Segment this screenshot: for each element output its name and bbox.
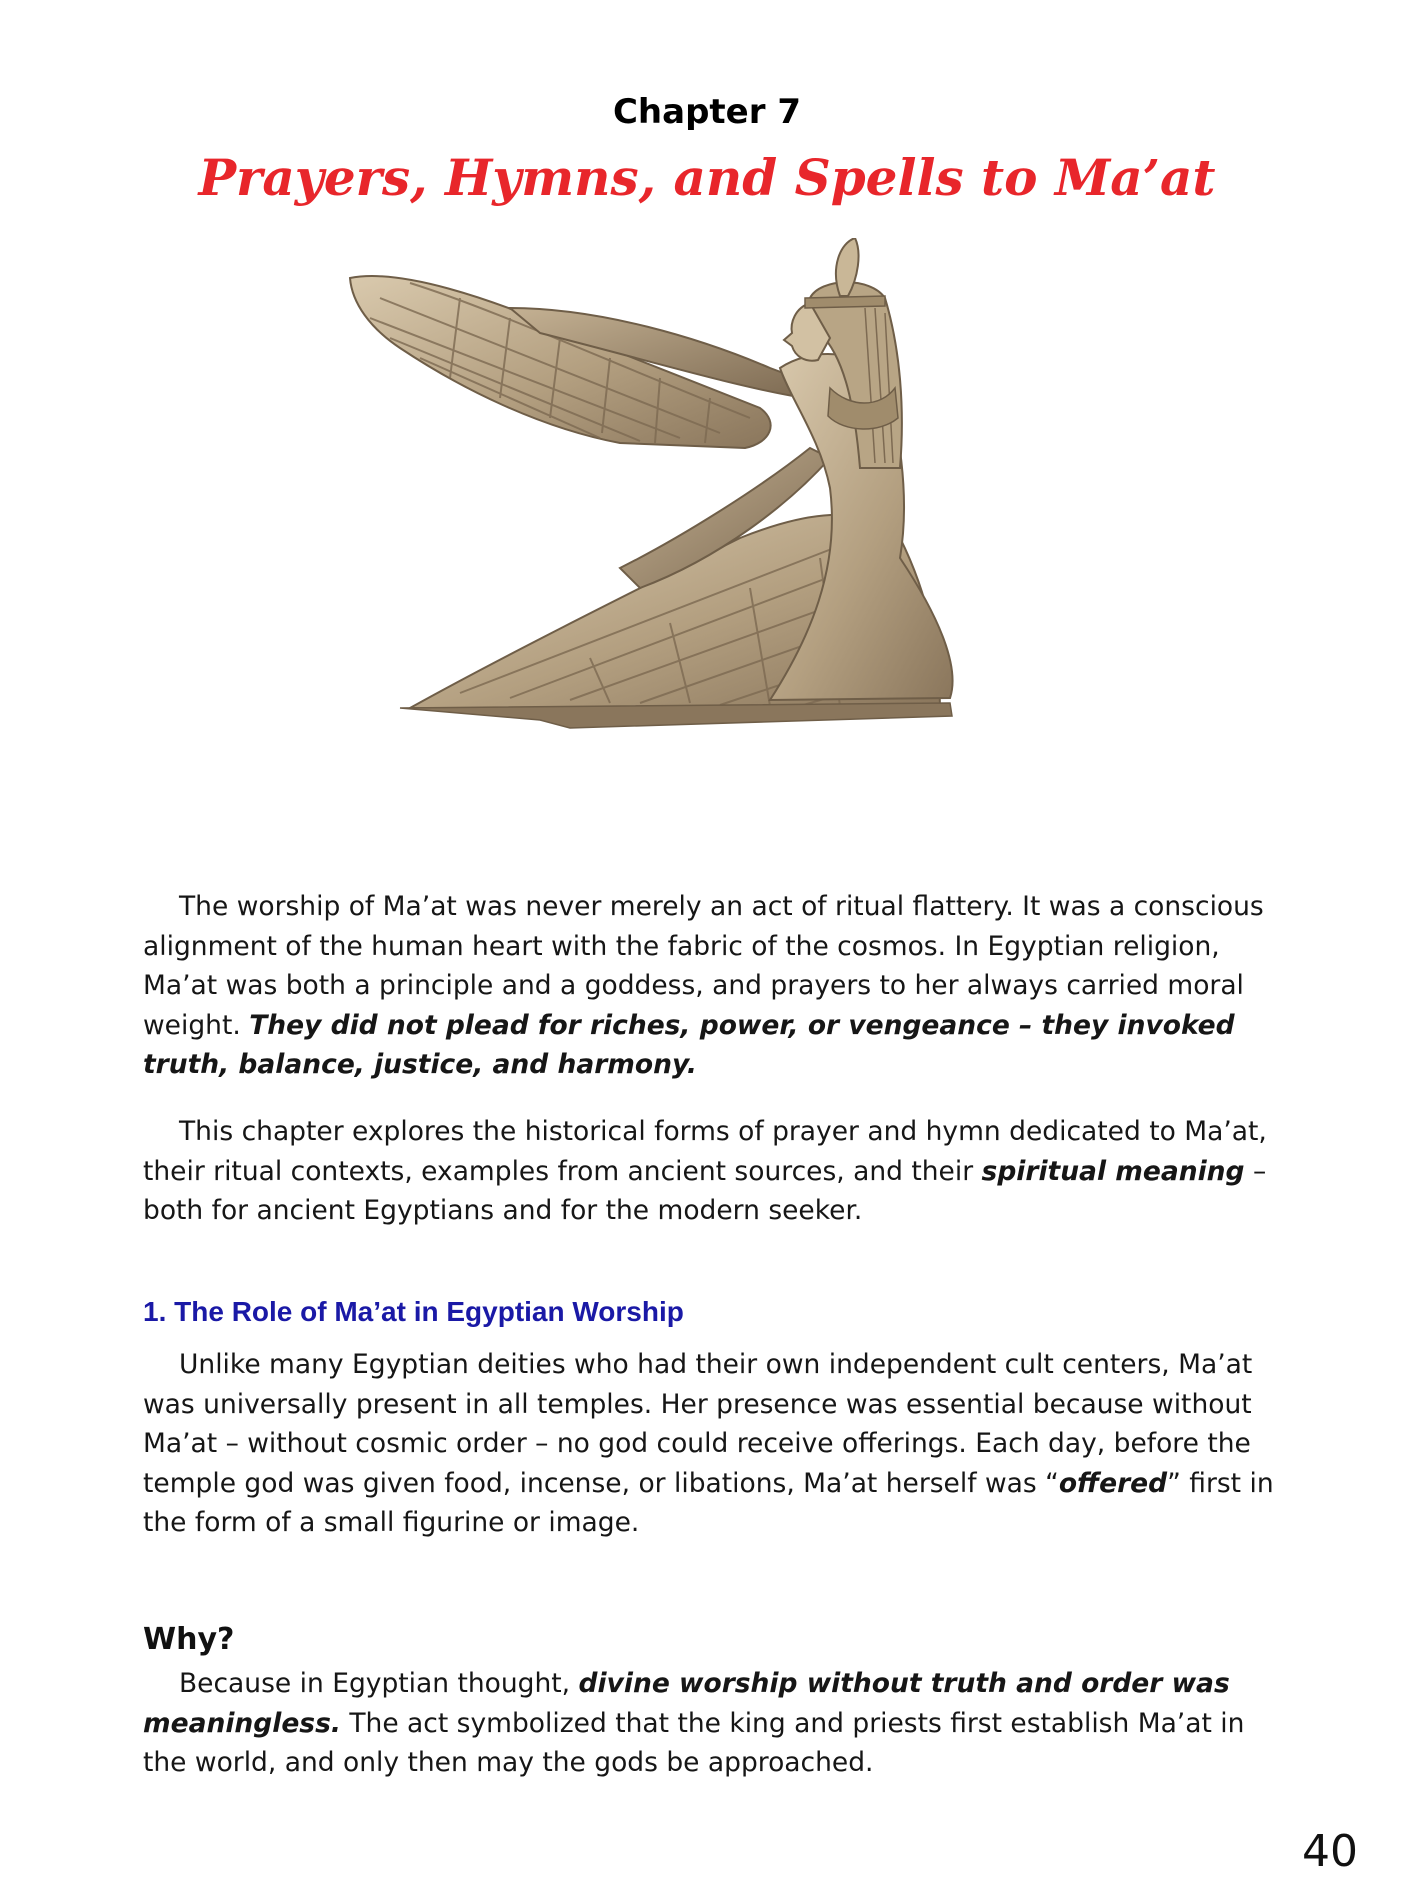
section-1-paragraph: [143, 1345, 1293, 1543]
chapter-title: Prayers, Hymns, and Spells to Ma’at: [198, 148, 1216, 207]
section-1-text: Unlike many Egyptian deities who had their own independent cult centers, Ma’at was universally present in all temples. Her presence was essential because without Ma’at – without cosmic order – no god could receive offerings. Each day, before the temple god was given food, incense, or libations, Ma’at herself was “: [143, 1349, 1253, 1499]
section-1-after: ” first in the form of a small figurine or image.: [143, 1467, 1274, 1538]
base: [400, 703, 952, 728]
intro-paragraph-2: [143, 1112, 1293, 1231]
page-number: 40: [1302, 1826, 1358, 1877]
intro-p1-text: The worship of Ma’at was never merely an act of ritual flattery. It was a conscious alignment of the human heart with the fabric of the cosmos. In Egyptian religion, Ma’at was both a principle and a goddess, and prayers to her always carried moral weight.: [143, 891, 1264, 1041]
section-1-emphasis: offered: [1058, 1467, 1168, 1499]
why-after: The act symbolized that the king and priests first establish Ma’at in the world, and only then may the gods be approached.: [143, 1707, 1245, 1778]
intro-p1-emphasis: They did not plead for riches, power, or vengeance – they invoked truth, balance, justice, and harmony.: [143, 1009, 1235, 1080]
why-heading: Why?: [143, 1622, 235, 1657]
why-emphasis: divine worship without truth and order was meaningless.: [143, 1668, 1230, 1739]
intro-p2-after: – both for ancient Egyptians and for the modern seeker.: [143, 1155, 1267, 1226]
section-1-heading: 1. The Role of Ma’at in Egyptian Worship: [143, 1296, 684, 1327]
why-paragraph: [143, 1664, 1293, 1783]
headband: [805, 296, 885, 308]
intro-p2-emphasis: spiritual meaning: [981, 1155, 1245, 1187]
why-text: Because in Egyptian thought,: [179, 1668, 579, 1699]
intro-paragraph-1: [143, 887, 1293, 1085]
intro-p2-text: This chapter explores the historical forms of prayer and hymn dedicated to Ma’at, their ritual contexts, examples from ancient sources, and their: [143, 1116, 1267, 1187]
chapter-label: Chapter 7: [612, 92, 801, 132]
winged-maat-relief-icon: [340, 238, 1080, 850]
